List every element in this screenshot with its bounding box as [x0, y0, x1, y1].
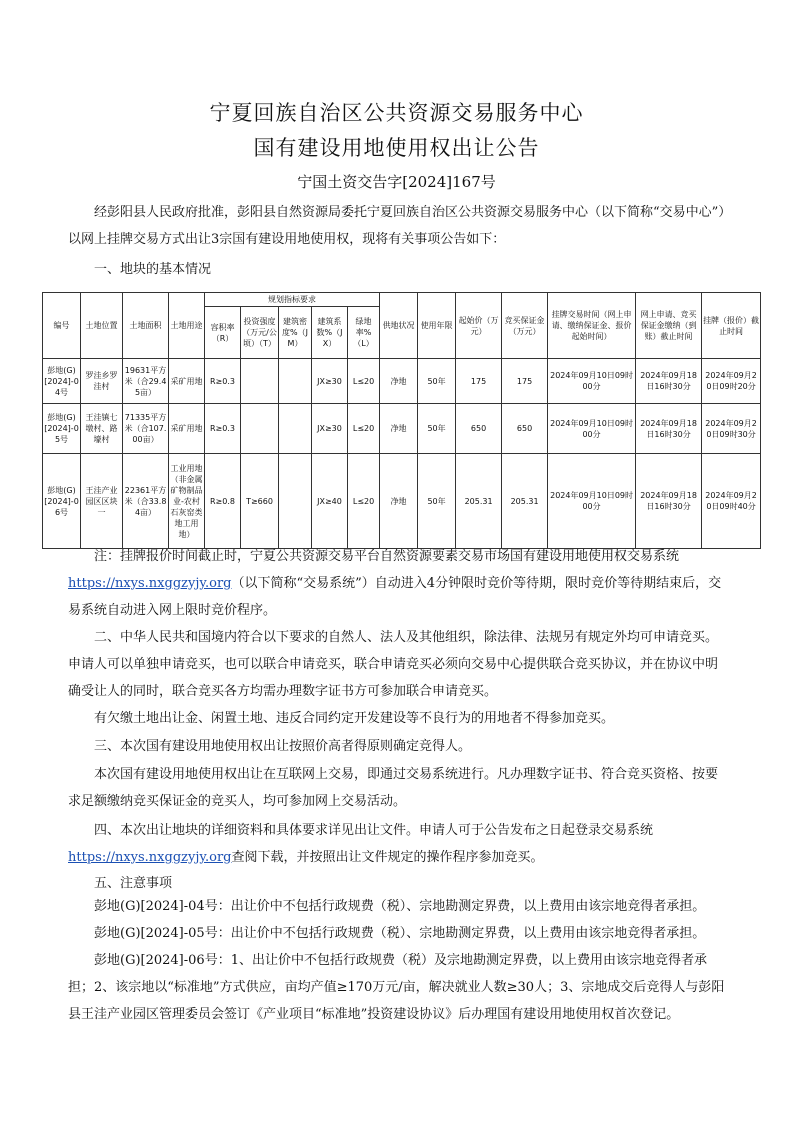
cell-years: 50年 [418, 359, 456, 404]
cell-density [279, 359, 312, 404]
cell-quote-deadline: 2024年09月20日09时20分 [702, 359, 761, 404]
header-quote-deadline: 挂牌（报价）截止时间 [702, 293, 761, 359]
cell-apply-deadline: 2024年09月18日16时30分 [636, 454, 702, 549]
cell-use: 工业用地（非金属矿物制品业-农村石灰窑类地工用地） [169, 454, 205, 549]
note-item-06: 彭地(G)[2024]-06号：1、出让价中不包括行政规费（税）及宗地勘测定界费，以上费用由该宗地竞得者承担；2、该宗地以“标准地”方式供应，亩均产值≥170万元/亩，解决就业人数≥30人；3、宗地成交后竞得人与彭阳县王洼产业园区管理委员会签订《产业项目“标准地”投资建设协议》后办理国有建设用地使用权首次登记。 [68, 953, 725, 1022]
cell-invest [241, 404, 279, 454]
cell-condition: 净地 [380, 454, 418, 549]
cell-id: 彭地(G)[2024]-04号 [43, 359, 81, 404]
section4-paragraph [68, 817, 728, 871]
header-listing-time: 挂牌交易时间（网上申请、缴纳保证金、报价起始时间） [548, 293, 636, 359]
cell-density [279, 404, 312, 454]
cell-listing-time: 2024年09月10日09时00分 [548, 454, 636, 549]
issuer-title: 宁夏回族自治区公共资源交易服务中心 [209, 101, 584, 125]
table-row [43, 359, 761, 404]
cell-area: 19631平方米（合29.45亩） [123, 359, 169, 404]
header-start-price: 起始价（万元） [456, 293, 502, 359]
header-invest: 投资强度（万元/公顷）（T） [241, 307, 279, 359]
section5-heading: 五、注意事项 [94, 876, 173, 891]
cell-quote-deadline: 2024年09月20日09时40分 [702, 454, 761, 549]
header-deposit: 竞买保证金（万元） [502, 293, 548, 359]
cell-coef: JX≥30 [312, 404, 348, 454]
cell-condition: 净地 [380, 359, 418, 404]
note-item-05: 彭地(G)[2024]-05号：出让价中不包括行政规费（税）、宗地勘测定界费，以上费用由该宗地竞得者承担。 [94, 926, 706, 941]
header-id: 编号 [43, 293, 81, 359]
cell-quote-deadline: 2024年09月20日09时30分 [702, 404, 761, 454]
section3-detail: 本次国有建设用地使用权出让在互联网上交易，即通过交易系统进行。凡办理数字证书、符合竞买资格、按要求足额缴纳竞买保证金的竞买人，均可参加网上交易活动。 [68, 767, 719, 809]
section4-text-2: 查阅下载，并按照出让文件规定的操作程序参加竞买。 [231, 850, 544, 865]
cell-coef: JX≥40 [312, 454, 348, 549]
header-years: 使用年限 [418, 293, 456, 359]
table-row [43, 404, 761, 454]
announcement-title: 国有建设用地使用权出让公告 [253, 136, 540, 160]
document-number: 宁国土资交告字[2024]167号 [297, 173, 496, 191]
cell-deposit: 175 [502, 359, 548, 404]
cell-area: 22361平方米（合33.84亩） [123, 454, 169, 549]
cell-use: 采矿用地 [169, 359, 205, 404]
cell-deposit: 650 [502, 404, 548, 454]
cell-deposit: 205.31 [502, 454, 548, 549]
header-apply-deadline: 网上申请、竞买保证金缴纳（到账）截止时间 [636, 293, 702, 359]
cell-coef: JX≥30 [312, 359, 348, 404]
cell-density [279, 454, 312, 549]
cell-listing-time: 2024年09月10日09时00分 [548, 359, 636, 404]
cell-green: L≤20 [348, 404, 380, 454]
cell-use: 采矿用地 [169, 404, 205, 454]
header-far: 容积率（R） [205, 307, 241, 359]
cell-apply-deadline: 2024年09月18日16时30分 [636, 359, 702, 404]
section3-paragraph: 三、本次国有建设用地使用权出让按照价高者得原则确定竞得人。 [94, 739, 472, 754]
cell-green: L≤20 [348, 454, 380, 549]
section4-text-1: 四、本次出让地块的详细资料和具体要求详见出让文件。申请人可于公告发布之日起登录交易系统 [94, 823, 654, 838]
note-item-04: 彭地(G)[2024]-04号：出让价中不包括行政规费（税）、宗地勘测定界费，以上费用由该宗地竞得者承担。 [94, 899, 706, 914]
cell-location: 王洼镇七墩村、路壕村 [81, 404, 123, 454]
header-green: 绿地率%（L） [348, 307, 380, 359]
cell-start-price: 175 [456, 359, 502, 404]
cell-far: R≥0.3 [205, 359, 241, 404]
cell-far: R≥0.3 [205, 404, 241, 454]
note-text-1: 注：挂牌报价时间截止时，宁夏公共资源交易平台自然资源要素交易市场国有建设用地使用权交易系统 [94, 549, 680, 564]
table-row [43, 454, 761, 549]
land-parcel-table [42, 292, 761, 549]
cell-start-price: 650 [456, 404, 502, 454]
cell-far: R≥0.8 [205, 454, 241, 549]
cell-location: 王洼产业园区区块一 [81, 454, 123, 549]
cell-listing-time: 2024年09月10日09时00分 [548, 404, 636, 454]
cell-invest [241, 359, 279, 404]
cell-years: 50年 [418, 404, 456, 454]
header-location: 土地位置 [81, 293, 123, 359]
cell-id: 彭地(G)[2024]-06号 [43, 454, 81, 549]
section2-restriction: 有欠缴土地出让金、闲置土地、违反合同约定开发建设等不良行为的用地者不得参加竞买。 [94, 711, 615, 726]
cell-start-price: 205.31 [456, 454, 502, 549]
cell-location: 罗洼乡罗洼村 [81, 359, 123, 404]
section1-heading: 一、地块的基本情况 [94, 262, 212, 277]
cell-area: 71335平方米（合107.00亩） [123, 404, 169, 454]
trading-system-link[interactable]: https://nxys.nxggzyjy.org [68, 576, 232, 591]
cell-invest: T≥660 [241, 454, 279, 549]
header-condition: 供地状况 [380, 293, 418, 359]
header-density: 建筑密度%（JM） [279, 307, 312, 359]
header-area: 土地面积 [123, 293, 169, 359]
cell-green: L≤20 [348, 359, 380, 404]
cell-condition: 净地 [380, 404, 418, 454]
header-planning-group: 规划指标要求 [205, 293, 380, 307]
intro-paragraph: 经彭阳县人民政府批准，彭阳县自然资源局委托宁夏回族自治区公共资源交易服务中心（以下简称“交易中心”）以网上挂牌交易方式出让3宗国有建设用地使用权，现将有关事项公告如下： [68, 205, 725, 247]
note-paragraph [68, 543, 728, 624]
section2-paragraph: 二、中华人民共和国境内符合以下要求的自然人、法人及其他组织，除法律、法规另有规定外均可申请竞买。申请人可以单独申请竞买，也可以联合申请竞买，联合申请竞买必须向交易中心提供联合竞买协议，并在协议中明确受让人的同时，联合竞买各方均需办理数字证书方可参加联合申请竞买。 [68, 630, 719, 699]
cell-apply-deadline: 2024年09月18日16时30分 [636, 404, 702, 454]
note-text-2: （以下简称“交易系统”）自动进入4分钟限时竞价等待期，限时竞价等待期结束后，交易系统自动进入网上限时竞价程序。 [68, 576, 722, 618]
cell-id: 彭地(G)[2024]-05号 [43, 404, 81, 454]
download-link[interactable]: https://nxys.nxggzyjy.org [68, 850, 232, 865]
header-use: 土地用途 [169, 293, 205, 359]
cell-years: 50年 [418, 454, 456, 549]
header-coef: 建筑系数%（JX） [312, 307, 348, 359]
